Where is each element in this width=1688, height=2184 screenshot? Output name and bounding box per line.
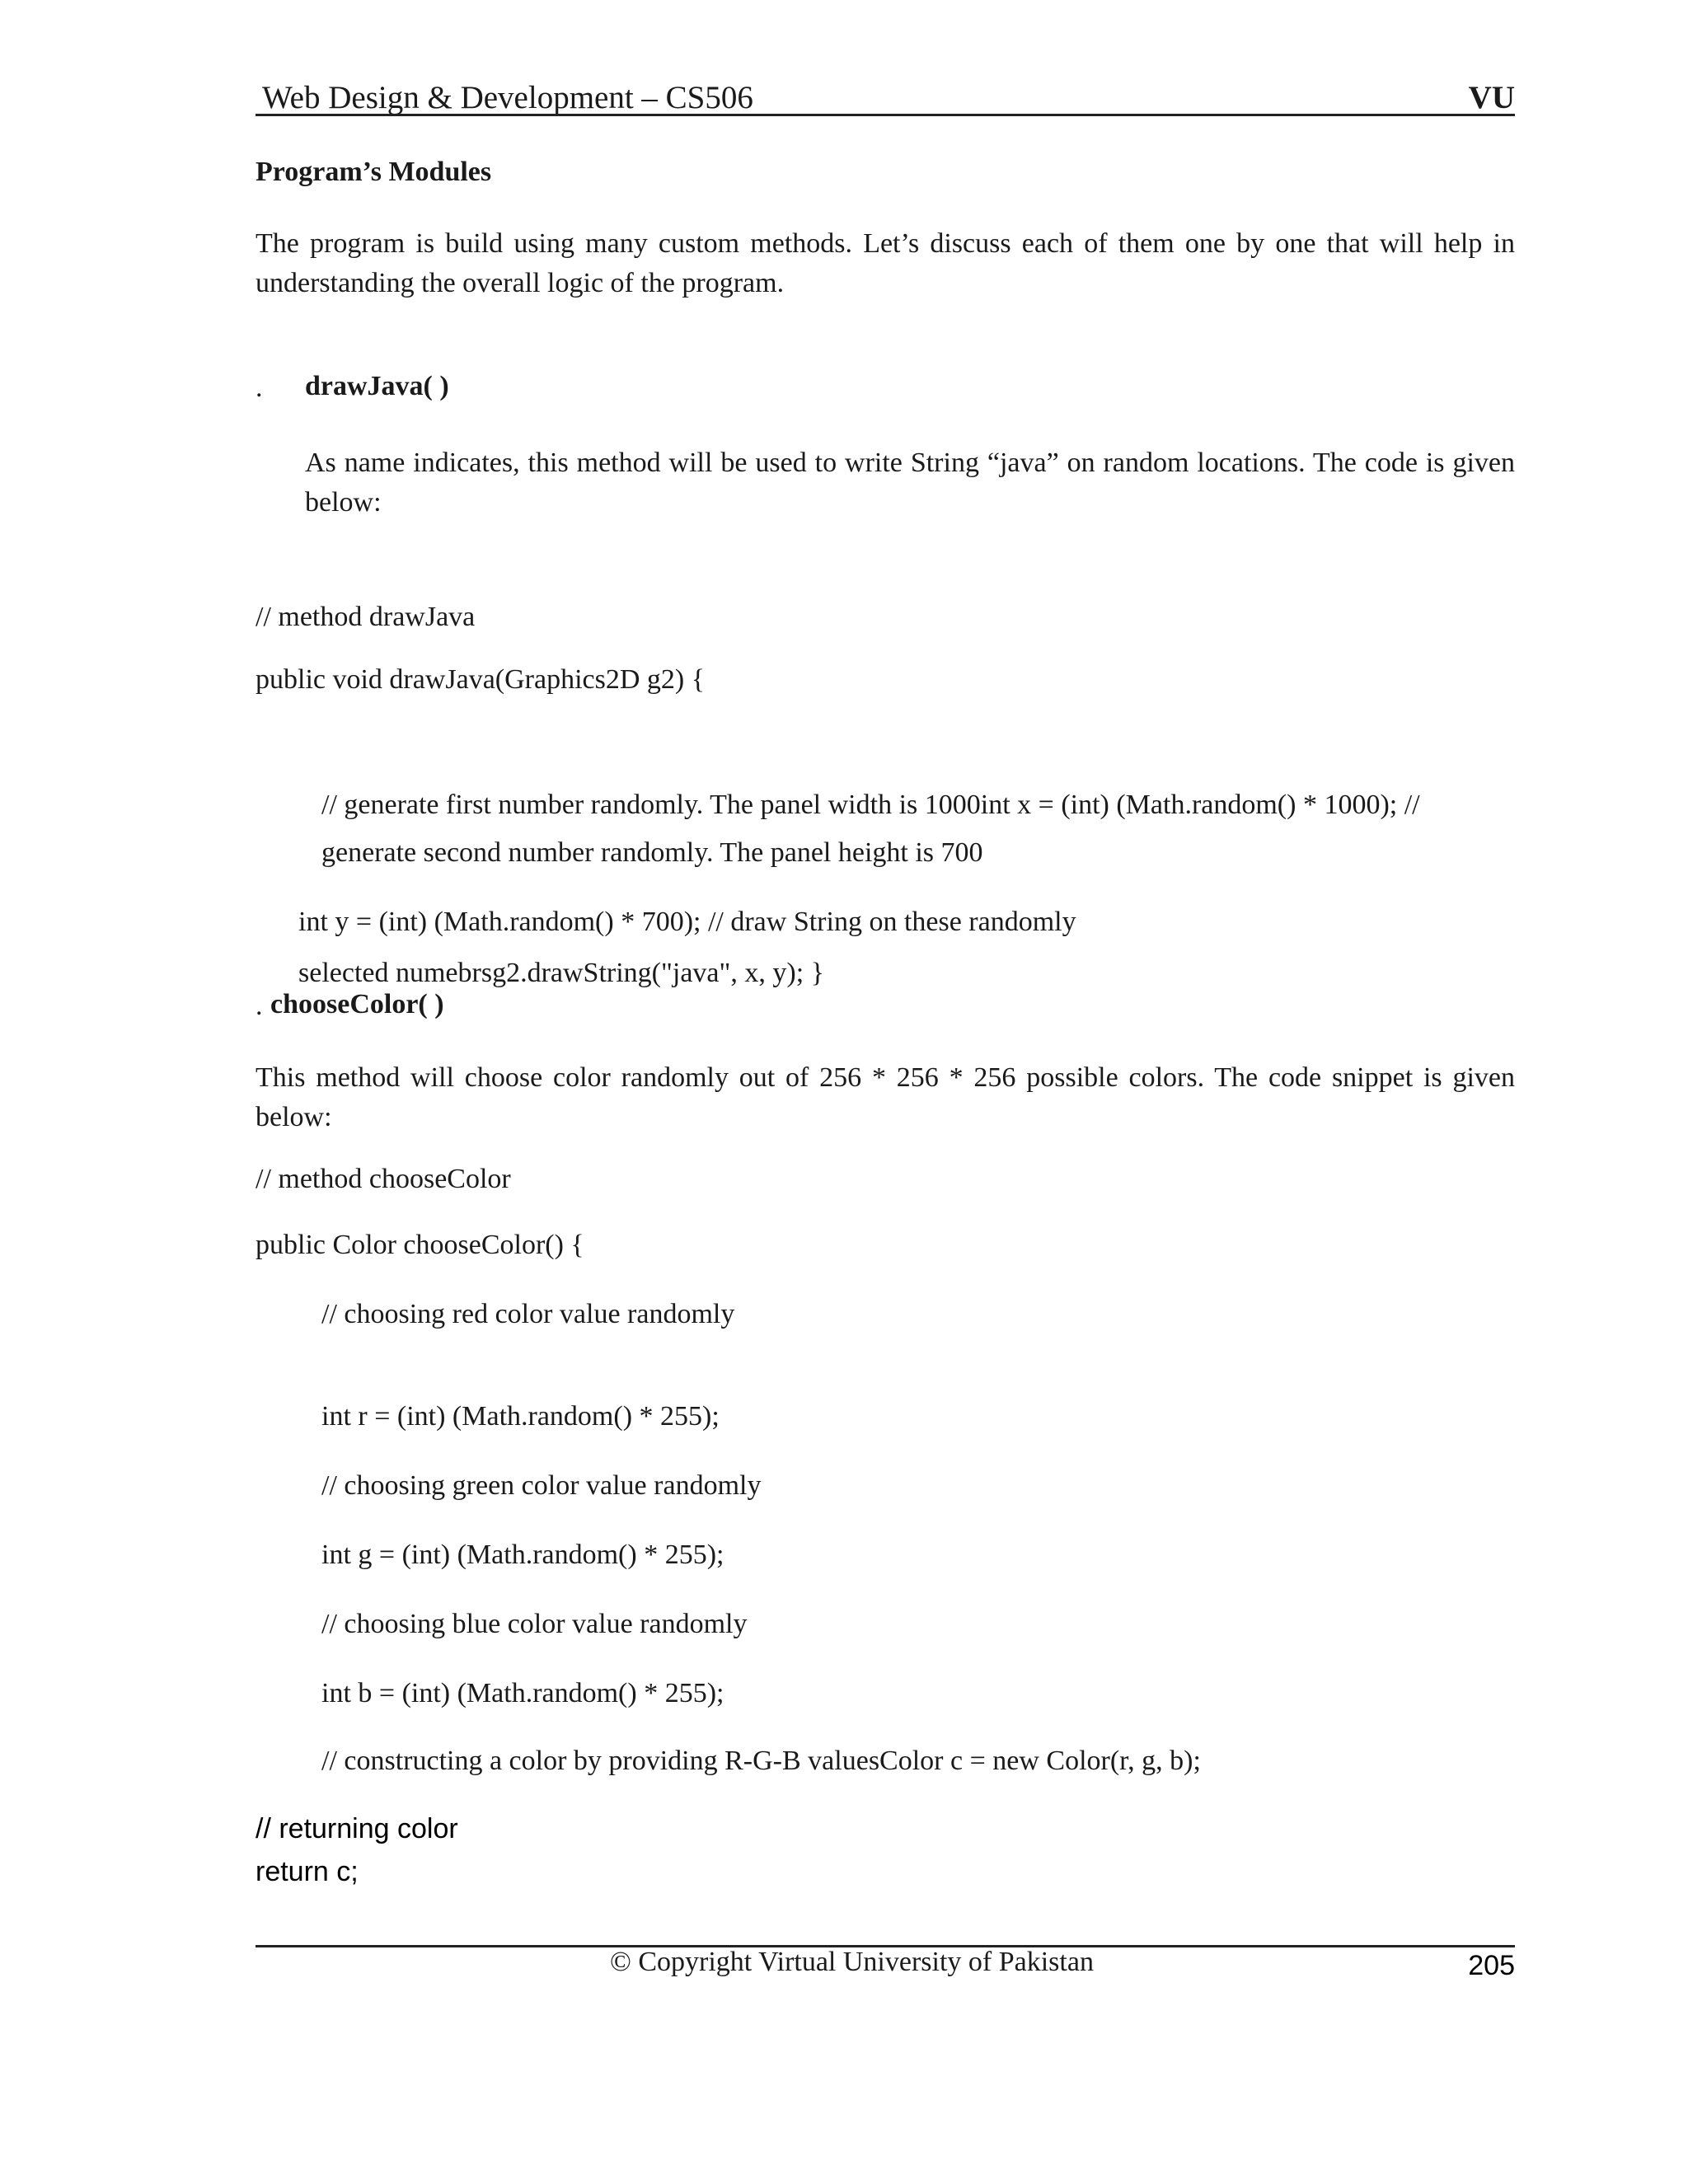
- bullet-marker: .: [256, 373, 263, 403]
- code-line: int g = (int) (Math.random() * 255);: [321, 1540, 724, 1570]
- code-comment: // method drawJava: [256, 602, 476, 632]
- method-title-drawjava: drawJava( ): [305, 371, 449, 401]
- code-line: selected numebrsg2.drawString("java", x, y); }: [298, 958, 824, 988]
- code-line: int b = (int) (Math.random() * 255);: [321, 1678, 724, 1708]
- code-line: int y = (int) (Math.random() * 700); // draw String on these randomly: [298, 907, 1076, 937]
- intro-paragraph: The program is build using many custom methods. Let’s discuss each of them one by one that will help in understanding the overall logic of the program.: [256, 228, 1515, 298]
- code-signature: public Color chooseColor() {: [256, 1230, 584, 1260]
- choosecolor-description: This method will choose color randomly out of 256 * 256 * 256 possible colors. The code snippet is given below:: [256, 1062, 1515, 1132]
- drawjava-description: As name indicates, this method will be used to write String “java” on random locations. The code is given below:: [305, 448, 1515, 518]
- code-line: int r = (int) (Math.random() * 255);: [321, 1401, 720, 1432]
- code-line: generate second number randomly. The panel height is 700: [321, 837, 983, 868]
- code-line: return c;: [256, 1856, 359, 1887]
- section-title: Program’s Modules: [256, 157, 492, 187]
- header-divider: [256, 114, 1515, 116]
- code-comment: // returning color: [256, 1813, 458, 1844]
- code-signature: public void drawJava(Graphics2D g2) {: [256, 664, 706, 695]
- code-line: // choosing green color value randomly: [321, 1470, 762, 1501]
- code-comment: // method chooseColor: [256, 1164, 511, 1194]
- header-institution: VU: [1468, 80, 1515, 115]
- code-line: // choosing blue color value randomly: [321, 1609, 748, 1639]
- code-line: // generate first number randomly. The panel width is 1000int x = (int) (Math.random() * 1000); //: [321, 790, 1420, 820]
- bullet-marker: .: [256, 991, 263, 1021]
- code-line: // choosing red color value randomly: [321, 1299, 735, 1329]
- method-title-choosecolor: chooseColor( ): [270, 989, 444, 1019]
- code-line: // constructing a color by providing R-G-B valuesColor c = new Color(r, g, b);: [321, 1746, 1201, 1776]
- page-number: 205: [1468, 1950, 1515, 1981]
- header-course-title: Web Design & Development – CS506: [262, 80, 753, 115]
- footer-copyright: © Copyright Virtual University of Pakistan: [610, 1947, 1094, 1977]
